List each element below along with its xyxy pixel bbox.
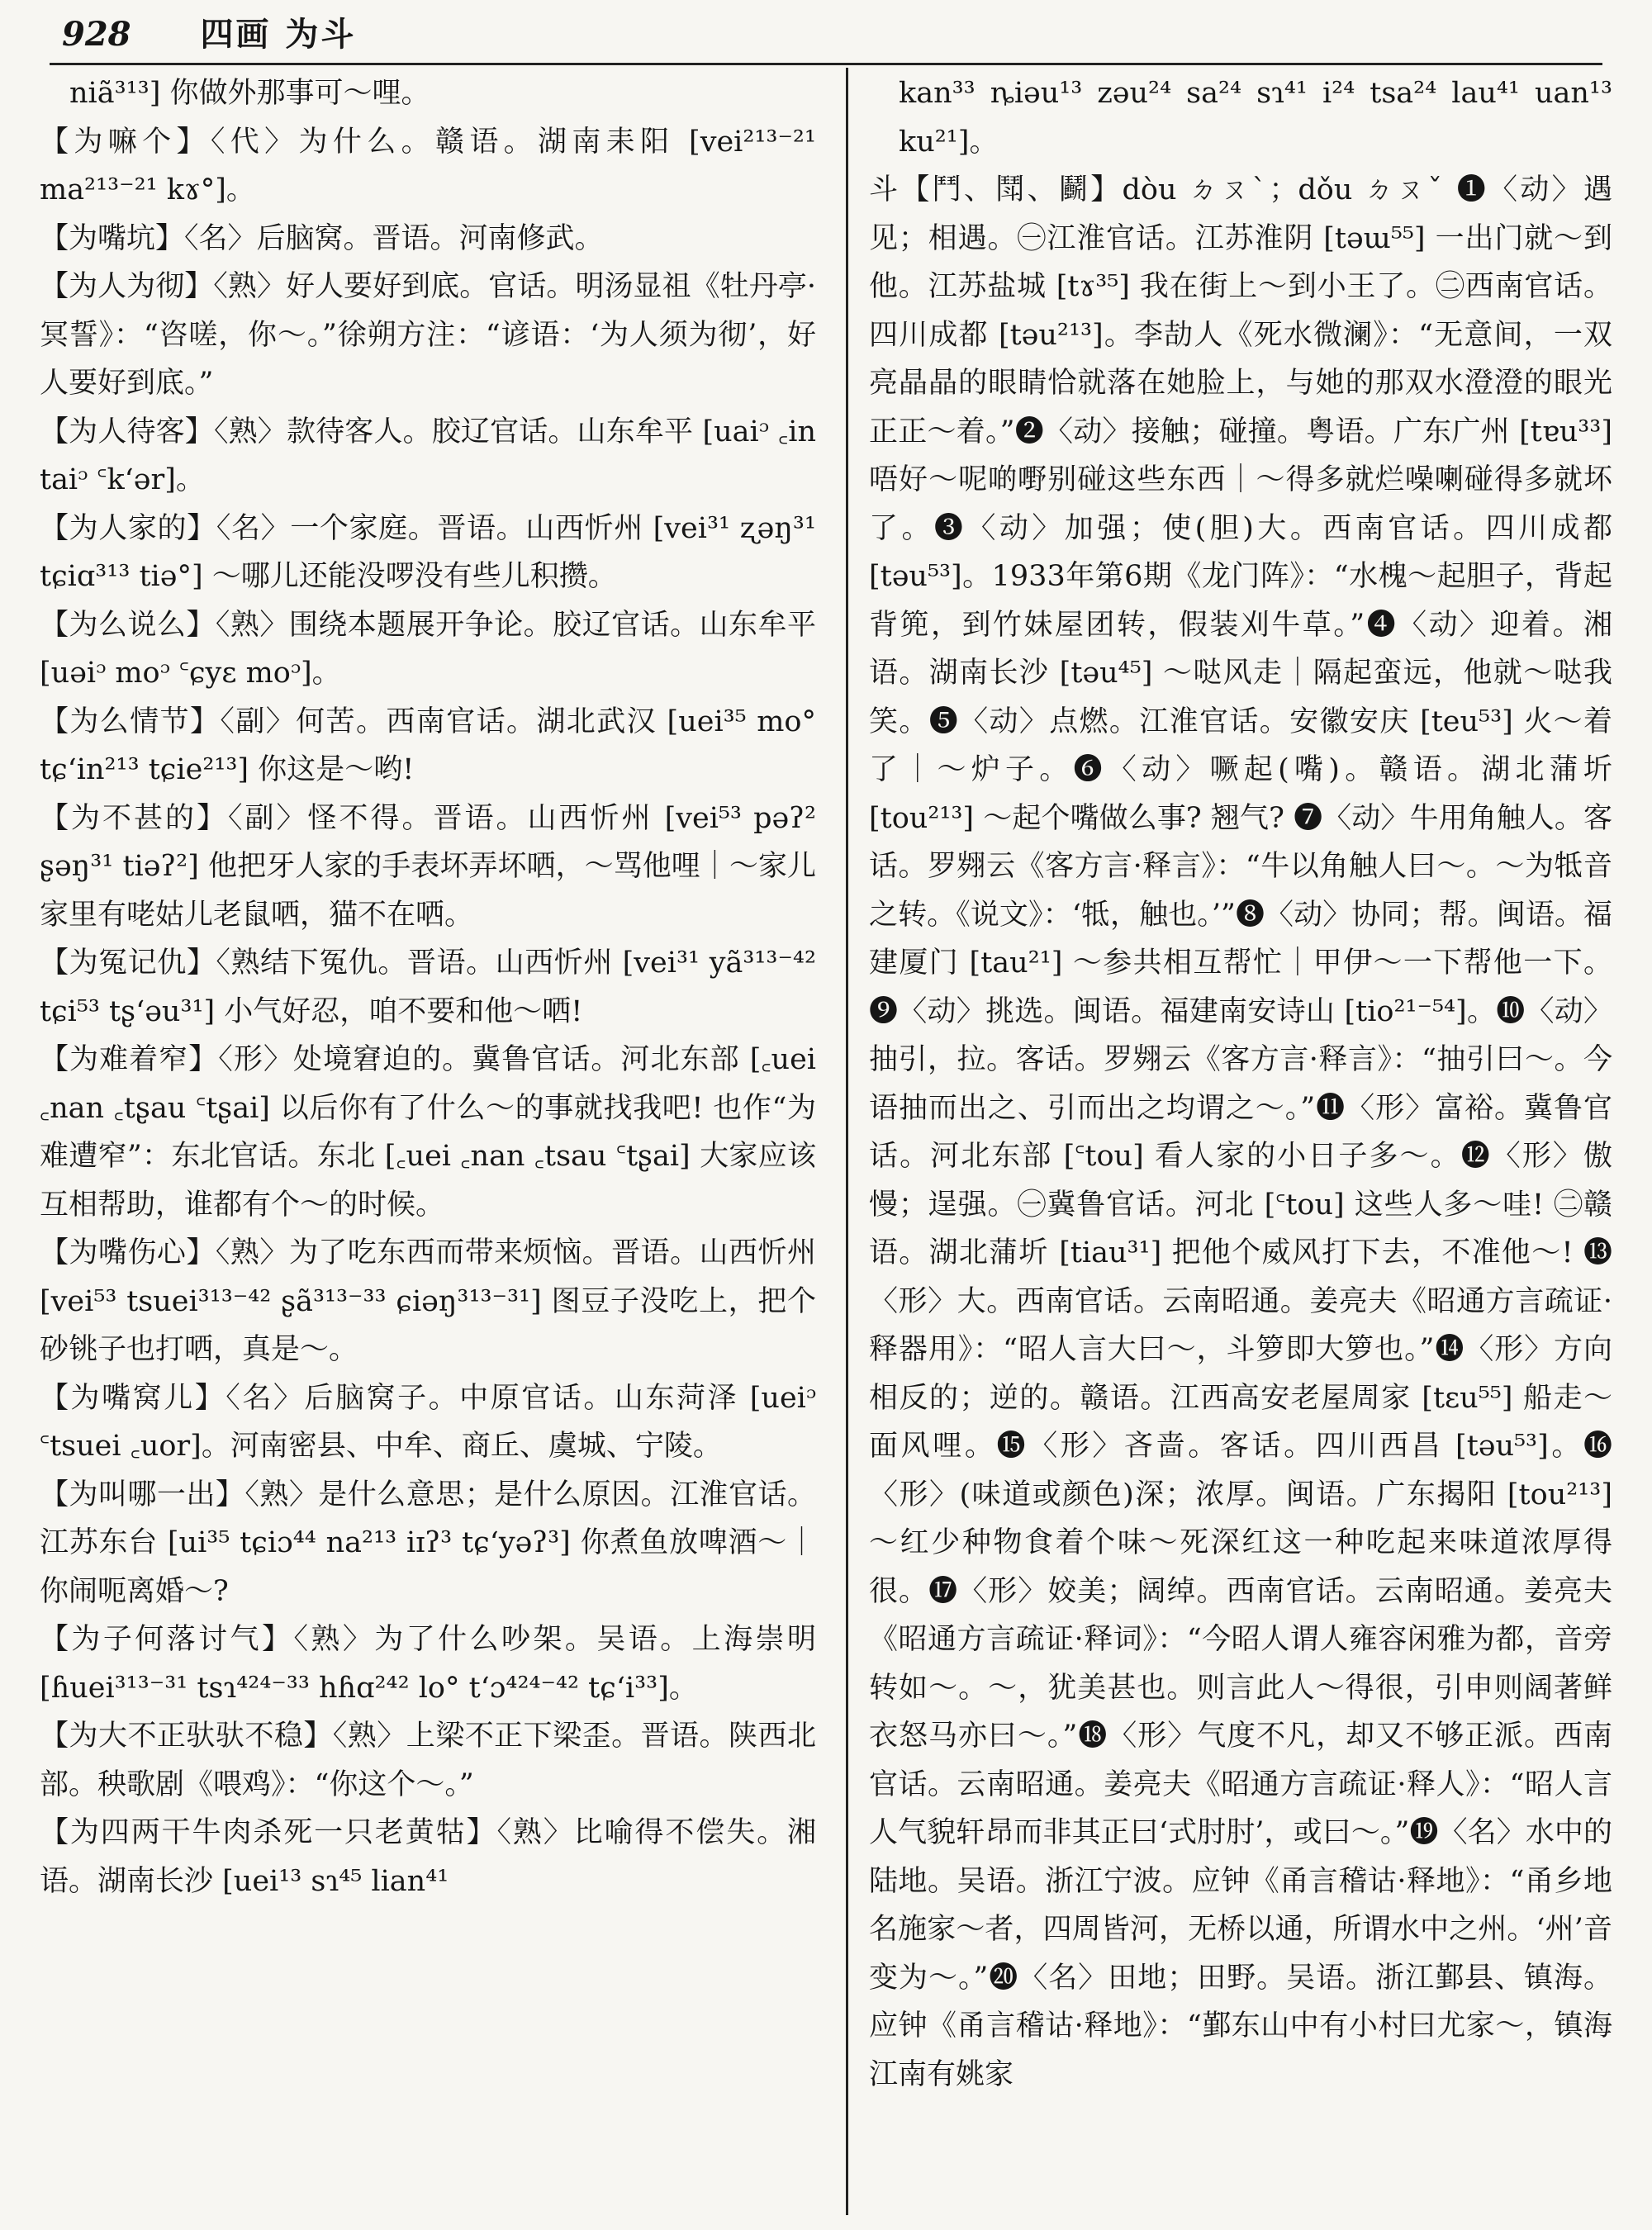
- page-header: [62, 10, 1598, 59]
- entry-weizuiwoer: 【为嘴窝儿】〈名〉后脑窝子。中原官话。山东菏泽 [ueiᵓ ꜂tsuei ꜀uor]。河南密县、中牟、商丘、虞城、宁陵。: [40, 1381, 816, 1463]
- page-number: 928: [62, 15, 131, 54]
- section-title: 四画 为斗: [200, 15, 357, 54]
- entry-weidabuzheng: 【为大不正驮驮不稳】〈熟〉上梁不正下梁歪。晋语。陕西北部。秧歌剧《喂鸡》：“你这个～。”: [40, 1720, 816, 1801]
- entry-weizuikeng: 【为嘴坑】〈名〉后脑窝。晋语。河南修武。: [40, 221, 604, 255]
- entry-weirenweiche: 【为人为彻】〈熟〉好人要好到底。官话。明汤显祖《牡丹亭·冥誓》：“咨嗟，你～。”徐朔方注：“谚语：‘为人须为彻’，好人要好到底。”: [40, 270, 816, 400]
- entry-weizuishangxin: 【为嘴伤心】〈熟〉为了吃东西而带来烦恼。晋语。山西忻州 [vei⁵³ tsuei³¹³⁻⁴² ʂã³¹³⁻³³ ɕiəŋ³¹³⁻³¹] 图豆子没吃上，把个砂铫子也打哂，真是～。: [40, 1236, 816, 1366]
- entry-weirendaike: 【为人待客】〈熟〉款待客人。胶辽官话。山东牟平 [uaiᵓ ꜀in taiᵓ ꜂k‘ər]。: [40, 415, 816, 496]
- entry-weimage: 【为嘛个】〈代〉为什么。赣语。湖南耒阳 [vei²¹³⁻²¹ ma²¹³⁻²¹ kɤ°]。: [40, 125, 816, 206]
- entry-weirenjiade: 【为人家的】〈名〉一个家庭。晋语。山西忻州 [vei³¹ ʐəŋ³¹ tɕiɑ³¹³ tiə°] ～哪儿还能没啰没有些儿积攒。: [40, 511, 816, 593]
- entry-weimeshuome: 【为么说么】〈熟〉围绕本题展开争论。胶辽官话。山东牟平 [uəiᵓ moᵓ ꜂ɕyɛ moᵓ]。: [40, 608, 816, 690]
- entry-dou: 斗【鬥、鬦、鬬】dòu ㄉㄡˋ；dǒu ㄉㄡˇ ❶〈动〉遇见；相遇。㊀江淮官话。江苏淮阴 [təɯ⁵⁵] 一出门就～到他。江苏盐城 [tɤ³⁵] 我在街上～到小王了。㊁西南官话。四川成都 [təu²¹³]。李劼人《死水微澜》：“无意间，一双亮晶晶的眼睛恰就落在她脸上，与她的那双水澄澄的眼光正正～着。”❷〈动〉接触；碰撞。粤语。广东广州 [tɐu³³] 唔好～呢啲嘢别碰这些东西｜～得多就烂噪喇碰得多就坏了。❸〈动〉加强；使(胆)大。西南官话。四川成都 [təu⁵³]。1933年第6期《龙门阵》：“水槐～起胆子，背起背篼，到竹妹屋团转，假装刈牛草。”❹〈动〉迎着。湘语。湖南长沙 [təu⁴⁵] ～哒风走｜隔起蛮远，他就～哒我笑。❺〈动〉点燃。江淮官话。安徽安庆 [teu⁵³] 火～着了｜～炉子。❻〈动〉噘起(嘴)。赣语。湖北蒲圻 [tou²¹³] ～起个嘴做么事? 翘气? ❼〈动〉牛用角触人。客话。罗翙云《客方言·释言》：“牛以角触人曰～。～为牴音之转。《说文》：‘牴，触也。’”❽〈动〉协同；帮。闽语。福建厦门 [tau²¹] ～参共相互帮忙｜甲伊～一下帮他一下。❾〈动〉挑选。闽语。福建南安诗山 [tio²¹⁻⁵⁴]。❿〈动〉抽引，拉。客话。罗翙云《客方言·释言》：“抽引曰～。今语抽而出之、引而出之均谓之～。”⓫〈形〉富裕。冀鲁官话。河北东部 [꜂tou] 看人家的小日子多～。⓬〈形〉傲慢；逞强。㊀冀鲁官话。河北 [꜂tou] 这些人多～哇! ㊁赣语。湖北蒲圻 [tiau³¹] 把他个威风打下去，不准他～! ⓭〈形〉大。西南官话。云南昭通。姜亮夫《昭通方言疏证·释器用》：“昭人言大曰～，斗箩即大箩也。”⓮〈形〉方向相反的；逆的。赣语。江西高安老屋周家 [tɛu⁵⁵] 船走～面风哩。⓯〈形〉吝啬。客话。四川西昌 [təu⁵³]。⓰〈形〉(味道或颜色)深；浓厚。闽语。广东揭阳 [tou²¹³] ～红少种物食着个味～死深红这一种吃起来味道浓厚得很。⓱〈形〉姣美；阔绰。西南官话。云南昭通。姜亮夫《昭通方言疏证·释词》：“今昭人谓人雍容闲雅为都，音旁转如～。～，犹美甚也。则言此人～得很，引申则阔著鲜衣怒马亦曰～。”⓲〈形〉气度不凡，却又不够正派。西南官话。云南昭通。姜亮夫《昭通方言疏证·释人》：“昭人言人气貌轩昂而非其正曰‘式肘肘’，或曰～。”⓳〈名〉水中的陆地。吴语。浙江宁波。应钟《甬言稽诂·释地》：“甬乡地名施家～者，四周皆河，无桥以通，所谓水中之州。‘州’音变为～。”⓴〈名〉田地；田野。吴语。浙江鄞县、镇海。应钟《甬言稽诂·释地》：“鄞东山中有小村曰尤家～，镇海江南有姚家: [869, 173, 1612, 2091]
- entry-continued: niã³¹³] 你做外那事可～哩。: [69, 77, 430, 110]
- entry-weizihelaotaoqi: 【为子何落讨气】〈熟〉为了什么吵架。吴语。上海崇明 [ɦuei³¹³⁻³¹ tsɿ⁴²⁴⁻³³ hɦɑ²⁴² lo° t‘ɔ⁴²⁴⁻⁴² tɕ‘i³³]。: [40, 1623, 816, 1705]
- entry-weisiliang: 【为四两干牛肉杀死一只老黄牯】〈熟〉比喻得不偿失。湘语。湖南长沙 [uei¹³ sɿ⁴⁵ lian⁴¹: [40, 1816, 816, 1898]
- right-column: [869, 69, 1612, 2217]
- entry-weibushende: 【为不甚的】〈副〉怪不得。晋语。山西忻州 [vei⁵³ pəʔ² ʂəŋ³¹ tiəʔ²] 他把牙人家的手表坏弄坏哂，～骂他哩｜～家儿家里有咾姑儿老鼠哂，猫不在哂。: [40, 801, 816, 932]
- entry-weimeqingjie: 【为么情节】〈副〉何苦。西南官话。湖北武汉 [uei³⁵ mo° tɕ‘in²¹³ tɕie²¹³] 你这是～哟!: [40, 705, 816, 786]
- header-rule: [50, 63, 1602, 65]
- entry-weiyuanjichou: 【为冤记仇】〈熟结下冤仇。晋语。山西忻州 [vei³¹ yã³¹³⁻⁴² tɕi⁵³ tʂ‘əu³¹] 小气好忍，咱不要和他～哂!: [40, 947, 816, 1028]
- column-divider: [846, 68, 848, 2215]
- entry-weinanzhaozhai: 【为难着窄】〈形〉处境窘迫的。冀鲁官话。河北东部 [꜀uei ꜀nan ꜀tʂau ꜂tʂai] 以后你有了什么～的事就找我吧! 也作“为难遭窄”：东北官话。东北 [꜀uei ꜀nan ꜀tsau ꜂tʂai] 大家应该互相帮助，谁都有个～的时候。: [40, 1043, 816, 1222]
- entry-weijiaonayichu: 【为叫哪一出】〈熟〉是什么意思；是什么原因。江淮官话。江苏东台 [ui³⁵ tɕiɔ⁴⁴ na²¹³ iɪʔ³ tɕ‘yəʔ³] 你煮鱼放啤酒～｜你闹呃离婚～?: [40, 1478, 816, 1608]
- entry-continued: kan³³ ȵiəu¹³ zəu²⁴ sa²⁴ sɿ⁴¹ i²⁴ tsa²⁴ lau⁴¹ uan¹³ ku²¹]。: [899, 77, 1612, 159]
- left-column: [40, 69, 816, 2217]
